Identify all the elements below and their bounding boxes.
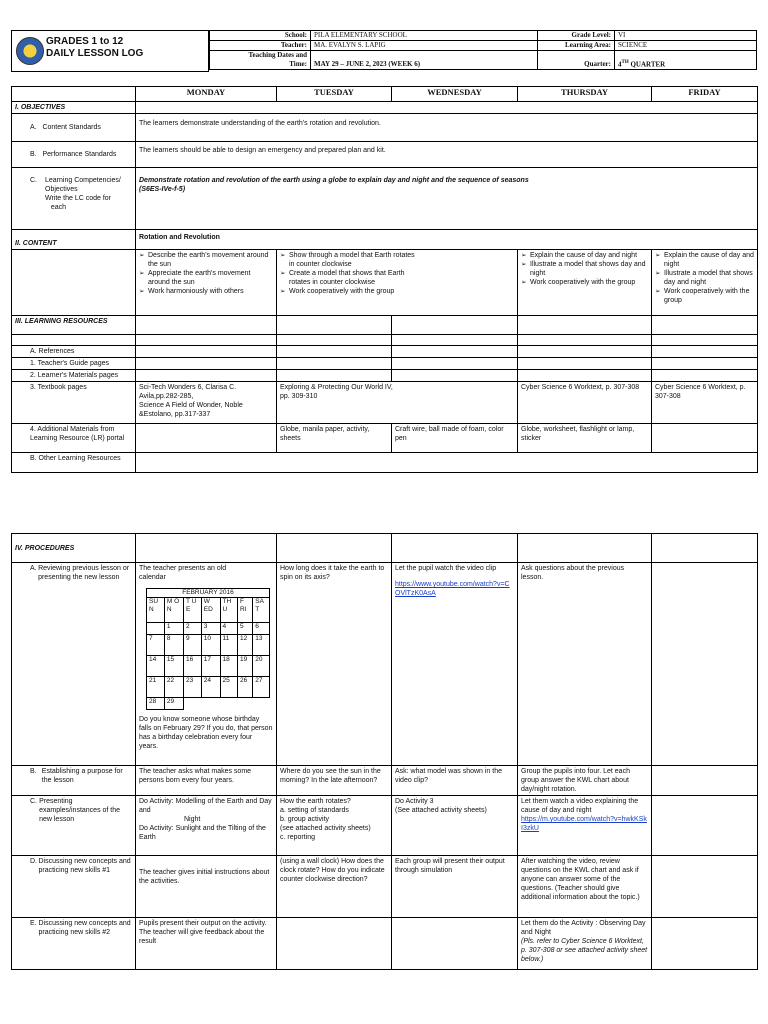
- performance-standards-label: B. Performance Standards: [12, 142, 136, 168]
- proc-a-wednesday: Let the pupil watch the video clip https://www.youtube.com/watch?v=COVlTzK0AsA: [392, 563, 518, 766]
- materials-thursday: Globe, worksheet, flashlight or lamp, sticker: [518, 424, 652, 453]
- content-tuesday: ➢ Show through a model that Earth rotates in counter clockwise ➢ Create a model that shows that Earth rotates in counter clockwise ➢ Work cooperatively with the group: [277, 250, 518, 316]
- content-thursday: ➢ Explain the cause of day and night ➢ Illustrate a model that shows day and night ➢ Work cooperatively with the group: [518, 250, 652, 316]
- calendar-title: FEBRUARY 2016: [147, 589, 270, 598]
- title-line1: GRADES 1 to 12: [46, 36, 124, 47]
- proc-c-thursday: Let them watch a video explaining the cause of day and night https://m.youtube.com/watch?v=hwkKSkI3zkU: [518, 796, 652, 856]
- content-heading: II. CONTENT: [12, 230, 136, 250]
- dates-value: MAY 29 – JUNE 2, 2023 (WEEK 6): [311, 51, 538, 70]
- teachers-guide-label: 1. Teacher's Guide pages: [12, 358, 136, 370]
- proc-a-tuesday: How long does it take the earth to spin on its axis?: [277, 563, 392, 766]
- dates-label: Teaching Dates and Time:: [210, 51, 311, 70]
- objectives-heading: I. OBJECTIVES: [12, 102, 136, 114]
- proc-a-monday: The teacher presents an old calendar FEBRUARY 2016 SU N M O N T U E W ED TH U F RI SA T 1 2 3 4 5 6 7 8 9 10 11 12 13 14 15 16 17 18 19 20 21 22 23 24 25 26 27 28 29 Do you know someone whose birthday falls on February 29? If you do, that person has a birthday celebration every four years.: [136, 563, 277, 766]
- references-label: A. References: [12, 346, 136, 358]
- day-monday: MONDAY: [136, 87, 277, 102]
- lesson-table-1: [11, 86, 758, 473]
- deped-seal-icon: [16, 37, 44, 65]
- teacher-label: Teacher:: [210, 41, 311, 51]
- content-topic: Rotation and Revolution: [136, 230, 758, 250]
- school-label: School:: [210, 31, 311, 41]
- quarter-value: 4TH QUARTER: [615, 51, 757, 70]
- proc-b-thursday: Group the pupils into four. Let each group answer the KWL chart about day/night rotation.: [518, 766, 652, 796]
- content-monday: ➢ Describe the earth's movement around the sun ➢ Appreciate the earth's movement around the sun ➢ Work harmoniously with others: [136, 250, 277, 316]
- performance-standards-value: The learners should be able to design an emergency and prepared plan and kit.: [136, 142, 758, 168]
- teacher-value: MA. EVALYN S. LAPIG: [311, 41, 538, 51]
- competencies-label: C. Learning Competencies/ Objectives Write the LC code for each: [12, 168, 136, 230]
- proc-c-monday: Do Activity: Modelling of the Earth and Day and Night Do Activity: Sunlight and the Tilting of the Earth: [136, 796, 277, 856]
- proc-d-monday: The teacher gives initial instructions about the activities.: [136, 856, 277, 918]
- proc-c-wednesday: Do Activity 3 (See attached activity sheets): [392, 796, 518, 856]
- day-wednesday: WEDNESDAY: [392, 87, 518, 102]
- proc-d-wednesday: Each group will present their output through simulation: [392, 856, 518, 918]
- school-value: PILA ELEMENTARY SCHOOL: [311, 31, 538, 41]
- proc-a-thursday: Ask questions about the previous lesson.: [518, 563, 652, 766]
- day-thursday: THURSDAY: [518, 87, 652, 102]
- day-tuesday: TUESDAY: [277, 87, 392, 102]
- proc-e-thursday: Let them do the Activity : Observing Day and Night (Pls. refer to Cyber Science 6 Worktext, p. 307-308 or see attached activity sheet below.): [518, 918, 652, 970]
- proc-e-monday: Pupils present their output on the activity. The teacher will give feedback about the result: [136, 918, 277, 970]
- proc-b-wednesday: Ask: what model was shown in the video clip?: [392, 766, 518, 796]
- proc-b-label: B. Establishing a purpose for the lesson: [12, 766, 136, 796]
- other-resources-label: B. Other Learning Resources: [12, 453, 136, 473]
- calendar-table: FEBRUARY 2016 SU N M O N T U E W ED TH U F RI SA T 1 2 3 4 5 6 7 8 9 10 11 12 13 14 15 16 17 18 19 20 21 22 23 24 25 26 27 28 29: [146, 588, 270, 710]
- proc-d-thursday: After watching the video, review questions on the KWL chart and ask if anyone can answer some of the questions. (Teacher should give additional information about the topic.): [518, 856, 652, 918]
- proc-b-tuesday: Where do you see the sun in the morning? In the late afternoon?: [277, 766, 392, 796]
- content-standards-value: The learners demonstrate understanding of the earth's rotation and revolution.: [136, 114, 758, 142]
- competencies-value: Demonstrate rotation and revolution of the earth using a globe to explain day and night and the sequence of seasons (S6ES-IVe-f-5): [136, 168, 758, 230]
- title-box: [11, 30, 209, 72]
- resources-heading: III. LEARNING RESOURCES: [12, 316, 136, 335]
- day-friday: FRIDAY: [652, 87, 758, 102]
- materials-tuesday: Globe, manila paper, activity, sheets: [277, 424, 392, 453]
- proc-c-tuesday: How the earth rotates? a. setting of standards b. group activity (see attached activity sheets) c. reporting: [277, 796, 392, 856]
- header-block: [11, 30, 757, 72]
- content-standards-label: A. Content Standards: [12, 114, 136, 142]
- area-label: Learning Area:: [538, 41, 615, 51]
- procedures-heading: IV. PROCEDURES: [12, 534, 136, 563]
- textbook-tuesday: Exploring & Protecting Our World IV, pp. 309-310: [277, 382, 518, 424]
- proc-d-tuesday: (using a wall clock) How does the clock rotate? How do you indicate counter clockwise direction?: [277, 856, 392, 918]
- youtube-link-2[interactable]: https://m.youtube.com/watch?v=hwkKSkI3zkU: [521, 816, 647, 832]
- grade-label: Grade Level:: [538, 31, 615, 41]
- additional-materials-label: 4. Additional Materials from Learning Resource (LR) portal: [12, 424, 136, 453]
- title-line2: DAILY LESSON LOG: [46, 48, 144, 59]
- textbook-monday: Sci-Tech Wonders 6, Clarisa C. Avila,pp.282-285, Science A Field of Wonder, Noble &Estolano, pp.317-337: [136, 382, 277, 424]
- learners-materials-label: 2. Learner's Materials pages: [12, 370, 136, 382]
- proc-c-label: C. Presenting examples/instances of the new lesson: [12, 796, 136, 856]
- proc-d-label: D. Discussing new concepts and practicing new skills #1: [12, 856, 136, 918]
- youtube-link-1[interactable]: https://www.youtube.com/watch?v=COVlTzK0AsA: [395, 581, 510, 597]
- calendar: [146, 588, 270, 710]
- materials-wednesday: Craft wire, ball made of foam, color pen: [392, 424, 518, 453]
- textbook-thursday: Cyber Science 6 Worktext, p. 307-308: [518, 382, 652, 424]
- quarter-label: Quarter:: [538, 51, 615, 70]
- textbook-label: 3. Textbook pages: [12, 382, 136, 424]
- proc-b-monday: The teacher asks what makes some persons born every four years.: [136, 766, 277, 796]
- header-table: [209, 30, 757, 70]
- textbook-friday: Cyber Science 6 Worktext, p. 307-308: [652, 382, 758, 424]
- area-value: SCIENCE: [615, 41, 757, 51]
- proc-e-label: E. Discussing new concepts and practicing new skills #2: [12, 918, 136, 970]
- proc-a-label: A. Reviewing previous lesson or presenting the new lesson: [12, 563, 136, 766]
- grade-value: VI: [615, 31, 757, 41]
- lesson-table-2: [11, 533, 758, 970]
- content-friday: ➢ Explain the cause of day and night ➢ Illustrate a model that shows day and night ➢ Work cooperatively with the group: [652, 250, 758, 316]
